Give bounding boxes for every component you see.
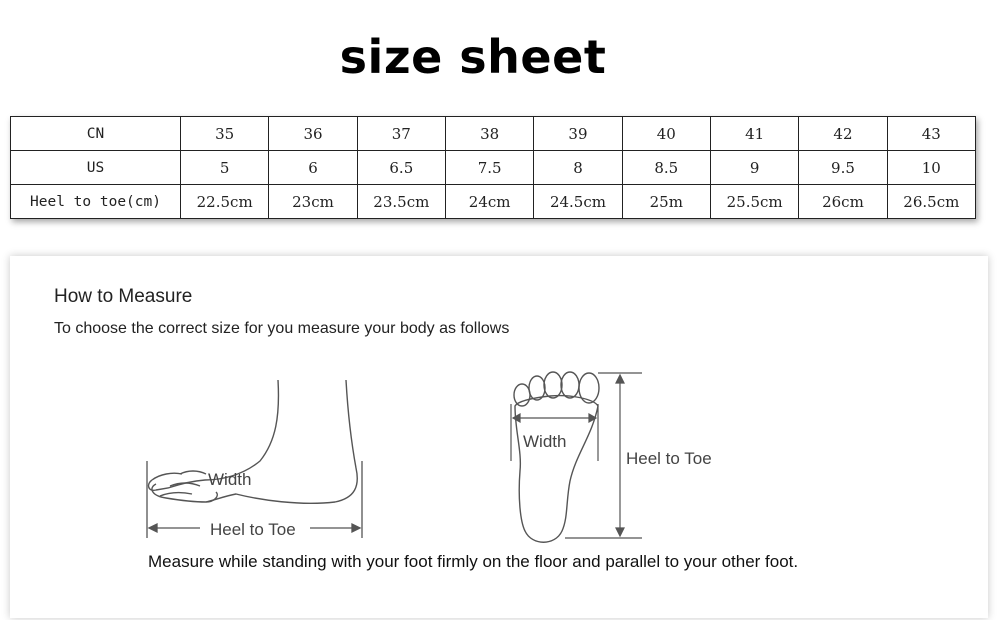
table-cell: 6 bbox=[269, 151, 357, 185]
table-cell: 5 bbox=[181, 151, 269, 185]
table-cell: 7.5 bbox=[445, 151, 533, 185]
table-cell: 43 bbox=[887, 117, 975, 151]
sole-foot-illustration bbox=[514, 372, 599, 542]
measure-instruction-note: Measure while standing with your foot firmly on the floor and parallel to your other foot. bbox=[148, 552, 799, 571]
table-cell: 37 bbox=[357, 117, 445, 151]
table-cell: 22.5cm bbox=[181, 185, 269, 219]
how-to-measure-subheading: To choose the correct size for you measure your body as follows bbox=[54, 320, 510, 337]
how-to-measure-heading: How to Measure bbox=[54, 286, 193, 307]
table-cell: 23cm bbox=[269, 185, 357, 219]
table-cell: 8.5 bbox=[622, 151, 710, 185]
page-title: size sheet bbox=[339, 30, 607, 84]
row-header: CN bbox=[11, 117, 181, 151]
side-foot-illustration bbox=[149, 380, 358, 503]
how-to-measure-panel bbox=[10, 256, 988, 618]
table-cell: 24cm bbox=[445, 185, 533, 219]
table-cell: 25m bbox=[622, 185, 710, 219]
table-cell: 26.5cm bbox=[887, 185, 975, 219]
table-cell: 25.5cm bbox=[710, 185, 798, 219]
size-table bbox=[10, 116, 976, 219]
table-cell: 23.5cm bbox=[357, 185, 445, 219]
table-cell: 41 bbox=[710, 117, 798, 151]
table-cell: 10 bbox=[887, 151, 975, 185]
table-cell: 9.5 bbox=[799, 151, 887, 185]
row-header: US bbox=[11, 151, 181, 185]
table-cell: 26cm bbox=[799, 185, 887, 219]
size-table-container bbox=[10, 116, 976, 219]
table-cell: 42 bbox=[799, 117, 887, 151]
table-cell: 40 bbox=[622, 117, 710, 151]
table-cell: 35 bbox=[181, 117, 269, 151]
table-row bbox=[11, 117, 976, 151]
row-header: Heel to toe(cm) bbox=[11, 185, 181, 219]
table-cell: 38 bbox=[445, 117, 533, 151]
table-row bbox=[11, 185, 976, 219]
table-cell: 8 bbox=[534, 151, 622, 185]
side-width-label: Width bbox=[208, 470, 252, 489]
sole-width-label: Width bbox=[523, 432, 567, 451]
side-length-label: Heel to Toe bbox=[210, 520, 296, 539]
table-cell: 24.5cm bbox=[534, 185, 622, 219]
table-cell: 9 bbox=[710, 151, 798, 185]
table-cell: 36 bbox=[269, 117, 357, 151]
table-cell: 6.5 bbox=[357, 151, 445, 185]
table-row bbox=[11, 151, 976, 185]
sole-length-label: Heel to Toe bbox=[626, 449, 712, 468]
table-cell: 39 bbox=[534, 117, 622, 151]
